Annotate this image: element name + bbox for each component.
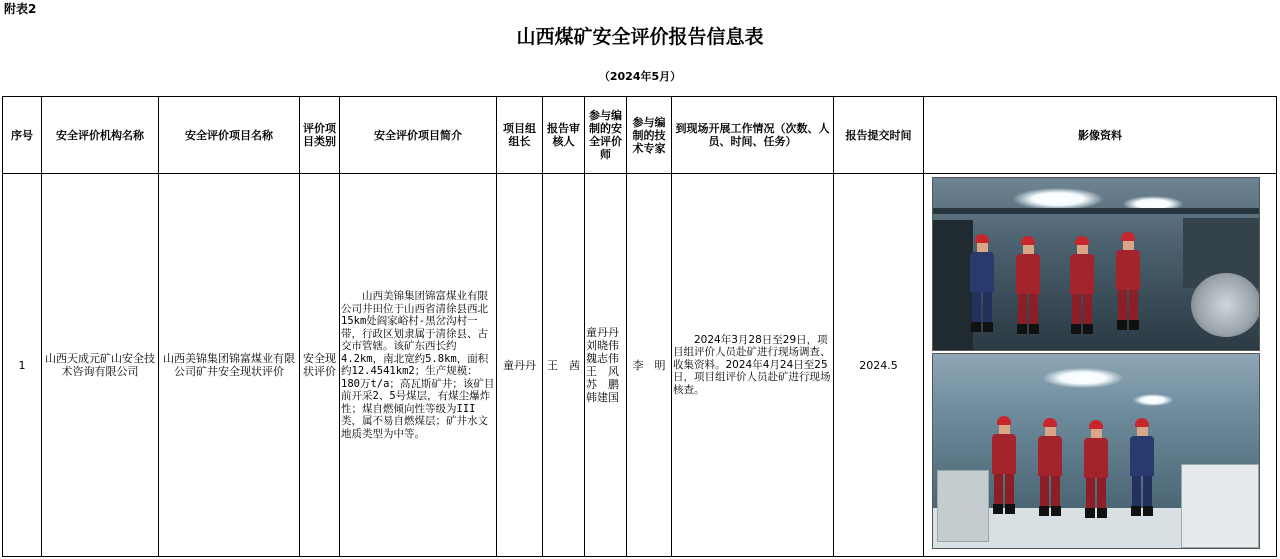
header-site-work: 到现场开展工作情况（次数、人员、时间、任务） — [672, 97, 834, 174]
header-leader: 项目组组长 — [497, 97, 543, 174]
appendix-label: 附表2 — [4, 2, 37, 16]
info-table — [2, 96, 1277, 557]
cell-leader: 童丹丹 — [497, 174, 543, 557]
header-experts: 参与编制的技术专家 — [627, 97, 672, 174]
cell-org: 山西天成元矿山安全技术咨询有限公司 — [42, 174, 159, 557]
header-reviewer: 报告审核人 — [543, 97, 585, 174]
cell-site-work: 2024年3月28日至29日，项目组评价人员赴矿进行现场调查、收集资料。2024年4月24日至25日，项目组评价人员赴矿进行现场核查。 — [672, 174, 834, 557]
header-row — [3, 97, 1277, 174]
cell-evaluators: 童丹丹 刘晓伟 魏志伟 王 风 苏 鹏 韩建国 — [585, 174, 627, 557]
cell-seq: 1 — [3, 174, 42, 557]
header-category: 评价项目类别 — [300, 97, 340, 174]
header-images: 影像资料 — [924, 97, 1277, 174]
cell-category: 安全现状评价 — [300, 174, 340, 557]
page-title: 山西煤矿安全评价报告信息表 — [516, 26, 764, 48]
table-row — [3, 174, 1277, 557]
date-line: （2024年5月） — [598, 70, 682, 83]
cell-images — [924, 174, 1277, 557]
header-org: 安全评价机构名称 — [42, 97, 159, 174]
header-seq: 序号 — [3, 97, 42, 174]
header-intro: 安全评价项目简介 — [340, 97, 497, 174]
header-evaluators: 参与编制的安全评价师 — [585, 97, 627, 174]
header-project: 安全评价项目名称 — [159, 97, 300, 174]
cell-project: 山西美锦集团锦富煤业有限公司矿井安全现状评价 — [159, 174, 300, 557]
cell-reviewer: 王 茜 — [543, 174, 585, 557]
site-photo-2 — [932, 353, 1260, 549]
cell-submit-time: 2024.5 — [834, 174, 924, 557]
header-submit-time: 报告提交时间 — [834, 97, 924, 174]
cell-intro: 山西美锦集团锦富煤业有限公司井田位于山西省清徐县西北15km处阎家峪村-黑岔沟村一带，行政区划隶属于清徐县、古交市管辖。该矿东西长约4.2km，南北宽约5.8km，面积约12.4541km2；生产规模：180万t/a；高瓦斯矿井；该矿目前开采2、5号煤层，有煤尘爆炸性；煤自燃倾向性等级为III类，属不易自燃煤层；矿井水文地质类型为中等。 — [340, 174, 497, 557]
site-photo-1 — [932, 177, 1260, 351]
cell-experts: 李 明 — [627, 174, 672, 557]
